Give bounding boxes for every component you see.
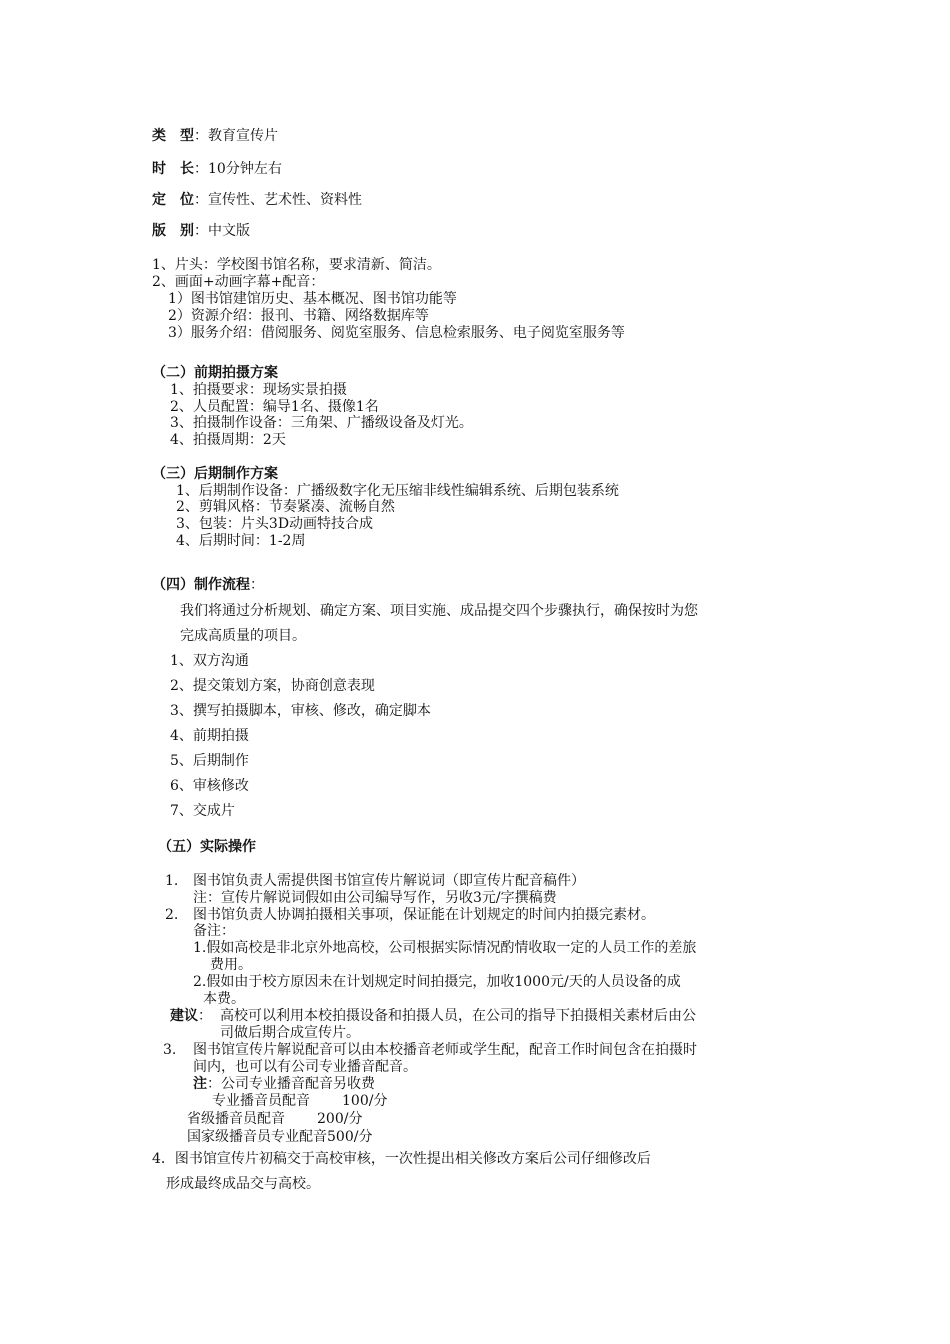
section4-step: 6、审核修改 — [170, 778, 249, 794]
fee-note-line — [193, 1075, 375, 1093]
meta-row-position — [152, 191, 362, 209]
item3-number: 3. — [163, 1042, 177, 1058]
item3-text: 间内，也可以有公司专业播音配音。 — [193, 1059, 417, 1075]
item3-text: 图书馆宣传片解说配音可以由本校播音老师或学生配，配音工作时间包含在拍摄时 — [193, 1042, 697, 1058]
section4-step: 3、撰写拍摄脚本，审核、修改，确定脚本 — [170, 703, 431, 719]
section3-item: 3、包装：片头3D动画特技合成 — [176, 516, 374, 532]
meta-label: 版 别 — [152, 223, 194, 239]
section2-item: 2、人员配置：编导1名、摄像1名 — [170, 399, 379, 415]
item1-note: 注：宣传片解说词假如由公司编导写作，另收3元/字撰稿费 — [193, 890, 557, 906]
section4-intro: 我们将通过分析规划、确定方案、项目实施、成品提交四个步骤执行，确保按时为您 — [180, 603, 698, 619]
fee-note-colon: ： — [207, 1076, 221, 1092]
meta-row-type — [152, 127, 278, 145]
section2-item: 4、拍摄周期：2天 — [170, 432, 286, 448]
section1-line: 2、画面+动画字幕+配音： — [152, 274, 325, 290]
section4-step: 2、提交策划方案，协商创意表现 — [170, 678, 375, 694]
section3-item: 1、后期制作设备：广播级数字化无压缩非线性编辑系统、后期包装系统 — [176, 483, 619, 499]
remark2-line: 本费。 — [203, 991, 245, 1007]
remark1-line: 费用。 — [210, 957, 252, 973]
meta-label: 时 长 — [152, 161, 194, 177]
meta-value: 中文版 — [208, 223, 250, 239]
fee-row — [187, 1128, 372, 1146]
fee-row — [212, 1092, 387, 1110]
fee-price: 200/分 — [317, 1111, 363, 1127]
meta-label: 定 位 — [152, 192, 194, 208]
suggest-line — [170, 1007, 212, 1025]
section1-line: 3）服务介绍：借阅服务、阅览室服务、信息检索服务、电子阅览室服务等 — [168, 325, 625, 341]
section4-heading-line — [152, 576, 264, 594]
meta-colon: ： — [194, 223, 208, 239]
section1-line: 2）资源介绍：报刊、书籍、网络数据库等 — [168, 308, 429, 324]
fee-name: 专业播音员配音 — [212, 1093, 310, 1109]
fee-name: 国家级播音员专业配音 — [187, 1129, 327, 1145]
section3-item: 4、后期时间：1-2周 — [176, 533, 306, 549]
meta-label: 类 型 — [152, 128, 194, 144]
remark-label: 备注： — [193, 923, 235, 939]
section2-heading: （二）前期拍摄方案 — [152, 365, 278, 381]
section2-item: 1、拍摄要求：现场实景拍摄 — [170, 382, 347, 398]
suggest-text: 高校可以利用本校拍摄设备和拍摄人员，在公司的指导下拍摄相关素材后由公 — [220, 1008, 696, 1024]
meta-row-duration — [152, 160, 282, 178]
section5-heading: （五）实际操作 — [158, 839, 256, 855]
section3-heading: （三）后期制作方案 — [152, 466, 278, 482]
fee-note-label: 注 — [193, 1076, 207, 1092]
item4-text: 4．图书馆宣传片初稿交于高校审核，一次性提出相关修改方案后公司仔细修改后 — [152, 1151, 651, 1167]
section1-line: 1）图书馆建馆历史、基本概况、图书馆功能等 — [168, 291, 457, 307]
remark2-line: 2.假如由于校方原因未在计划规定时间拍摄完，加收1000元/天的人员设备的成 — [193, 974, 681, 990]
item4-text: 形成最终成品交与高校。 — [166, 1176, 320, 1192]
section4-step: 1、双方沟通 — [170, 653, 249, 669]
section1-line: 1、片头：学校图书馆名称，要求清新、简洁。 — [152, 257, 441, 273]
meta-value: 宣传性、艺术性、资料性 — [208, 192, 362, 208]
fee-row — [187, 1110, 362, 1128]
section4-step: 4、前期拍摄 — [170, 728, 249, 744]
fee-name: 省级播音员配音 — [187, 1111, 285, 1127]
fee-price: 100/分 — [342, 1093, 388, 1109]
section4-intro: 完成高质量的项目。 — [180, 628, 306, 644]
item2-number: 2. — [165, 907, 179, 923]
meta-colon: ： — [194, 161, 208, 177]
section4-heading: （四）制作流程 — [152, 577, 250, 593]
fee-note-text: 公司专业播音配音另收费 — [221, 1076, 375, 1092]
meta-colon: ： — [194, 128, 208, 144]
remark1-line: 1.假如高校是非北京外地高校，公司根据实际情况酌情收取一定的人员工作的差旅 — [193, 940, 697, 956]
section4-step: 5、后期制作 — [170, 753, 249, 769]
fee-price: 500/分 — [327, 1129, 373, 1145]
item1-text: 图书馆负责人需提供图书馆宣传片解说词（即宣传片配音稿件） — [193, 873, 585, 889]
meta-row-edition — [152, 222, 250, 240]
suggest-text: 司做后期合成宣传片。 — [220, 1025, 360, 1041]
meta-colon: ： — [194, 192, 208, 208]
section4-step: 7、交成片 — [170, 803, 235, 819]
meta-value: 10分钟左右 — [208, 161, 282, 177]
section4-heading-colon: ： — [250, 577, 264, 593]
item2-text: 图书馆负责人协调拍摄相关事项，保证能在计划规定的时间内拍摄完素材。 — [193, 907, 655, 923]
suggest-colon: ： — [198, 1008, 212, 1024]
section2-item: 3、拍摄制作设备：三角架、广播级设备及灯光。 — [170, 415, 473, 431]
suggest-label: 建议 — [170, 1008, 198, 1024]
item1-number: 1. — [165, 873, 179, 889]
meta-value: 教育宣传片 — [208, 128, 278, 144]
section3-item: 2、剪辑风格：节奏紧凑、流畅自然 — [176, 499, 395, 515]
